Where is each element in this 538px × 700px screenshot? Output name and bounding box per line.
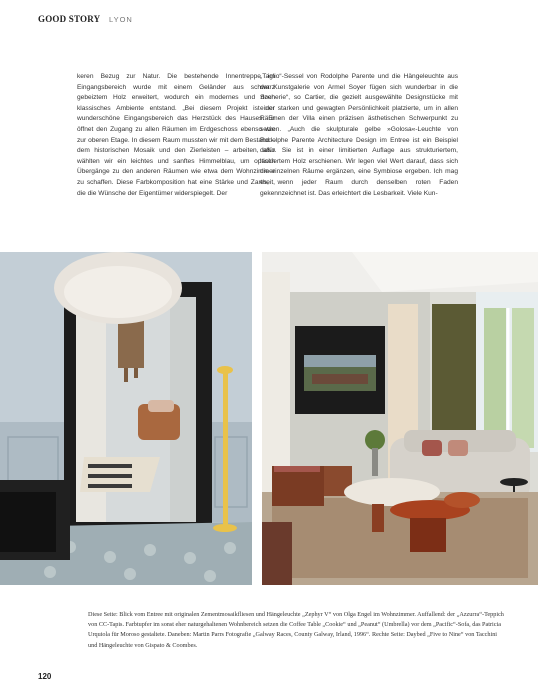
location-label: LYON	[108, 15, 133, 24]
body-text-column-left: keren Bezug zur Natur. Die bestehende Innentreppe im Eingangsbereich wurde mit einem Geländer aus schwarz gebeiztem Holz erweitert, wodurch ein modernes und doch klassisches Ambiente entstand. „Bei diesem Projekt ist der wunderschöne Eingangsbereich das Herzstück des Hauses. Er öffnet den Zugang zu allen Räumen im Erdgeschoss ebenso wie zur oberen Etage. In diesem Raum mussten wir mit dem Bestand – dem historischen Mosaik und den Zierleisten – arbeiten, also wählten wir ein leichtes und sanftes Himmelblau, um optisch Übergänge zu den anderen Räumen wie etwa dem Wohnzimmer zu schaffen. Diese Farbkomposition hat eine Stärke und Zartheit, die die Wünsche der Eigentümer widerspiegelt. Der	[77, 73, 275, 197]
photo-entrance-hall	[0, 252, 252, 585]
page-header	[38, 14, 133, 24]
photo-caption: Diese Seite: Blick vom Entree mit originalen Zementmosaikfliesen und Hängeleuchte „Zephyr V“ von Olga Engel im Wohnzimmer. Auffallend: der „Azzurra“-Teppich von CC-Tapis. Farbtupfer im sonst eher naturgehaltenen Wohnbereich setzen die Coffee Table „Cookie“ und „Peanut“ (Umbrella) vor dem „Pacific“-Sofa, das Patricia Urquiola für Moroso gestaltete. Daneben: Martin Parrs Fotografie „Galway Races, County Galway, Irland, 1996“. Rechte Seite: Daybed „Five to Nine“ von Tacchini und Hängeleuchte von Gispato & Coombes.	[88, 611, 504, 649]
page-number: 120	[38, 672, 52, 681]
photo-living-room	[262, 252, 538, 585]
body-text-column-right: „Taglio“-Sessel von Rodolphe Parente und die Hängeleuchte aus der Kunstgalerie von Armel Soyer fügen sich wunderbar in die Szenerie“, so Cartier, die gezielt ausgewählte Designstücke mit einer starken und gewagten Persönlichkeit platzierte, um in allen Räumen der Villa einen präzisen ästhetischen Schwerpunkt zu setzen. „Auch die skulpturale gelbe »Golosa«-Leuchte von Rodolphe Parente Architecture Design im Entree ist ein Beispiel dafür. Sie ist in einer limitierten Auflage aus strukturiertem, lackiertem Holz erschienen. Wir legen viel Wert darauf, dass sich die einzelnen Räume ergänzen, eine Symbiose ergeben. Ich mag es, wenn jeder Raum durch denselben roten Faden gekennzeichnet ist. Das erleichtert die Lesbarkeit. Viele Kun-	[260, 73, 458, 197]
magazine-section-title: GOOD STORY	[38, 14, 101, 24]
